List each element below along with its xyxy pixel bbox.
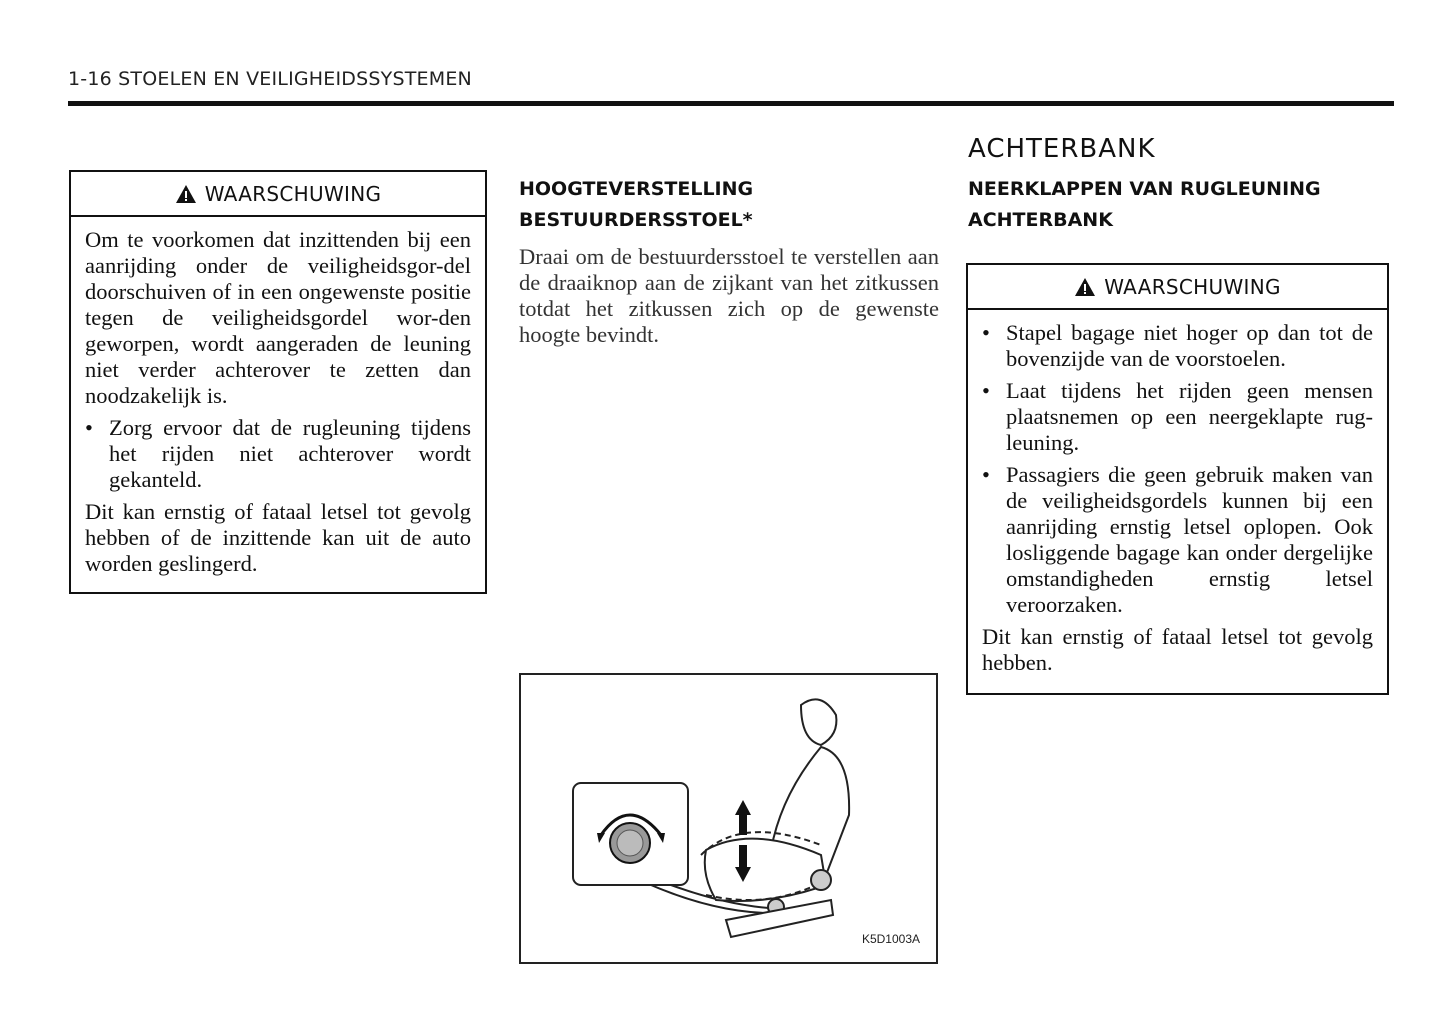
page-header: 1-16 STOELEN EN VEILIGHEIDSSYSTEMEN: [68, 68, 472, 90]
seat-height-knob-illustration: [521, 675, 936, 962]
section-heading: HOOGTEVERSTELLING: [519, 178, 754, 200]
warning-header: [968, 265, 1387, 310]
right-column: [968, 134, 1390, 236]
warning-outro: Dit kan ernstig of fataal letsel tot gevolg hebben.: [982, 624, 1373, 675]
warning-title: WAARSCHUWING: [204, 181, 382, 206]
warning-title: WAARSCHUWING: [1104, 274, 1281, 299]
seat-illustration: [519, 673, 938, 964]
warning-box-right: [966, 263, 1389, 695]
body-text: Draai om de bestuurdersstoel te verstellen aan de draaiknop aan de zijkant van het zitkussen totdat het zitkussen zich op de gewenste hoogte bevindt.: [519, 244, 939, 347]
list-item: • Zorg ervoor dat de rugleuning tijdens het rijden niet achterover wordt gekanteld.: [85, 415, 471, 492]
section-heading-2: BESTUURDERSSTOEL*: [519, 209, 753, 231]
warning-intro: Om te voorkomen dat inzittenden bij een aanrijding onder de veiligheidsgor-del doorschuiven of in een ongewenste positie tegen de veiligheidsgordel wor-den geworpen, wordt aangeraden de leuning niet verder achterover te zetten dan noodzakelijk is.: [85, 227, 471, 408]
warning-outro: Dit kan ernstig of fataal letsel tot gevolg hebben of de inzittende kan uit de auto worden geslingerd.: [85, 499, 471, 576]
warning-header: [71, 172, 485, 217]
header-rule: [68, 101, 1394, 106]
subsection-heading: NEERKLAPPEN VAN RUGLEUNING: [968, 178, 1321, 200]
warning-triangle-icon: [175, 184, 197, 204]
warning-triangle-icon: [1074, 277, 1096, 297]
list-item: • Passagiers die geen gebruik maken van de veiligheidsgordels kunnen bij een aanrijding ernstig letsel oplopen. Ook losliggende bagage kan onder dergelijke omstandigheden ernstig letsel veroorzaken.: [982, 462, 1373, 617]
subsection-heading-2: ACHTERBANK: [968, 209, 1113, 231]
list-item: • Laat tijdens het rijden geen mensen plaatsnemen op een neergeklapte rug-leuning.: [982, 378, 1373, 455]
figure-code: K5D1003A: [861, 932, 920, 946]
list-item: • Stapel bagage niet hoger op dan tot de bovenzijde van de voorstoelen.: [982, 320, 1373, 371]
middle-column: [519, 174, 939, 348]
section-title: ACHTERBANK: [968, 134, 1156, 164]
warning-box-left: [69, 170, 487, 594]
